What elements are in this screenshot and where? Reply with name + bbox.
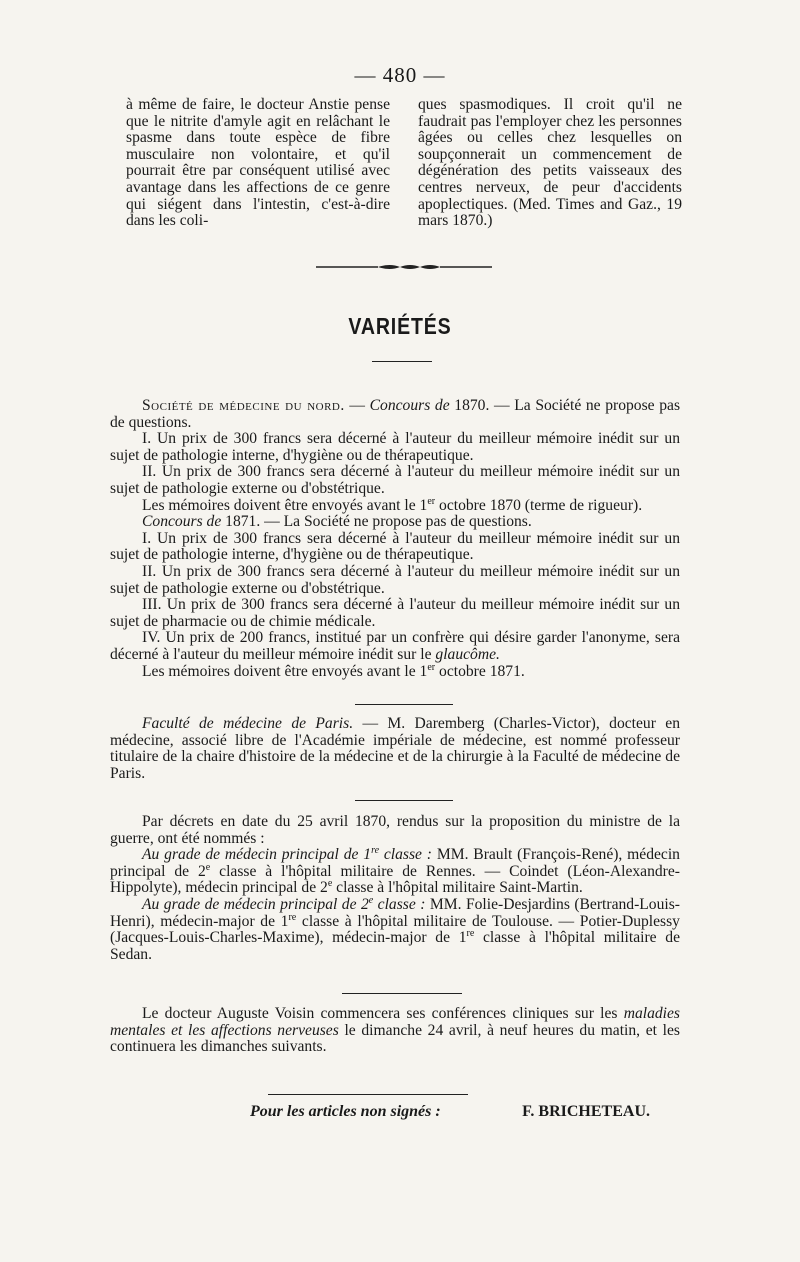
signature-name: F. BRICHETEAU. — [522, 1103, 650, 1120]
section-rule — [355, 704, 453, 705]
ornament-divider — [316, 262, 492, 272]
section-rule — [268, 1094, 468, 1095]
title-rule — [372, 361, 432, 362]
prize-item: III. Un prix de 300 francs sera décerné à l'auteur du meilleur mémoire inédit sur un sujet de pharmacie ou de chimie médicale. — [110, 596, 680, 630]
decrets-intro: Par décrets en date du 25 avril 1870, rendus sur la proposition du ministre de la guerre, ont été nommés : — [110, 813, 680, 847]
concours-1871-intro: Concours de 1871. — La Société ne propose pas de questions. — [142, 513, 532, 531]
societe-section — [110, 398, 680, 680]
decrets-section — [110, 814, 680, 963]
societe-intro: Société de médecine du nord. — Concours de 1870. — La Société ne propose pas de questions. — [110, 397, 681, 431]
signature-line — [250, 1103, 650, 1121]
column-right: ques spasmodiques. Il croit qu'il ne faudrait pas l'employer chez les personnes âgées ou celles chez lesquelles on soupçonnerait un commencement de dégénération des petits vaisseaux des centres nerveux, de peur d'accidents apoplectiques. (Med. Times and Gaz., 19 mars 1870.) — [418, 96, 682, 230]
page-number: — 480 — — [354, 63, 446, 87]
section-rule — [355, 800, 453, 801]
section-title: VARIÉTÉS — [348, 313, 452, 339]
deadline-1870: Les mémoires doivent être envoyés avant le 1er octobre 1870 (terme de rigueur). — [142, 495, 643, 514]
prize-item: I. Un prix de 300 francs sera décerné à l'auteur du meilleur mémoire inédit sur un sujet de pathologie interne, d'hygiène ou de thérapeutique. — [110, 430, 680, 464]
societe-name: Société de médecine du nord. — [142, 397, 345, 414]
decrets-grade-2: Au grade de médecin principal de 2e classe : MM. Folie-Desjardins (Bertrand-Louis-Henri), médecin-major de 1re classe à l'hôpital militaire de Toulouse. — Potier-Duplessy (Jacques-Louis-Charles-Maxime), médecin-major de 1re classe à l'hôpital militaire de Sedan. — [110, 894, 680, 963]
section-rule — [342, 993, 462, 994]
prize-item: I. Un prix de 300 francs sera décerné à l'auteur du meilleur mémoire inédit sur un sujet de pathologie interne, d'hygiène ou de thérapeutique. — [110, 529, 680, 564]
prize-item: IV. Un prix de 200 francs, institué par un confrère qui désire garder l'anonyme, sera décerné à l'auteur du meilleur mémoire inédit sur le glaucôme. — [110, 629, 680, 663]
voisin-paragraph: Le docteur Auguste Voisin commencera ses conférences cliniques sur les maladies mentales et les affections nerveuses le dimanche 24 avril, à neuf heures du matin, et les continuera les dimanches suivants. — [110, 1005, 680, 1056]
voisin-section — [110, 1006, 680, 1056]
continued-article — [126, 97, 682, 230]
faculte-section — [110, 716, 680, 782]
decrets-grade-1: Au grade de médecin principal de 1re classe : MM. Brault (François-René), médecin principal de 2e classe à l'hôpital militaire de Rennes. — Coindet (Léon-Alexandre-Hippolyte), médecin principal de 2e classe à l'hôpital militaire Saint-Martin. — [110, 845, 680, 897]
deadline-1871: Les mémoires doivent être envoyés avant le 1er octobre 1871. — [142, 661, 525, 680]
faculte-paragraph: Faculté de médecine de Paris. — M. Daremberg (Charles-Victor), docteur en médecine, associé libre de l'Académie impériale de médecine, est nommé professeur titulaire de la chaire d'histoire de la médecine et de la chirurgie à la Faculté de médecine de Paris. — [110, 715, 680, 782]
prize-item: II. Un prix de 300 francs sera décerné à l'auteur du meilleur mémoire inédit sur un sujet de pathologie externe ou d'obstétrique. — [110, 562, 680, 597]
prize-item: II. Un prix de 300 francs sera décerné à l'auteur du meilleur mémoire inédit sur un sujet de pathologie externe ou d'obstétrique. — [110, 463, 680, 497]
signature-label: Pour les articles non signés : — [250, 1103, 441, 1120]
column-left: à même de faire, le docteur Anstie pense que le nitrite d'amyle agit en relâchant le spasme dans toute espèce de fibre musculaire non volontaire, et qu'il pourrait être par conséquent utilisé avec avantage dans les affections de ce genre qui siégent dans l'intestin, c'est-à-dire dans les coli- — [126, 96, 390, 230]
concours-1870: Concours de — [369, 397, 450, 414]
